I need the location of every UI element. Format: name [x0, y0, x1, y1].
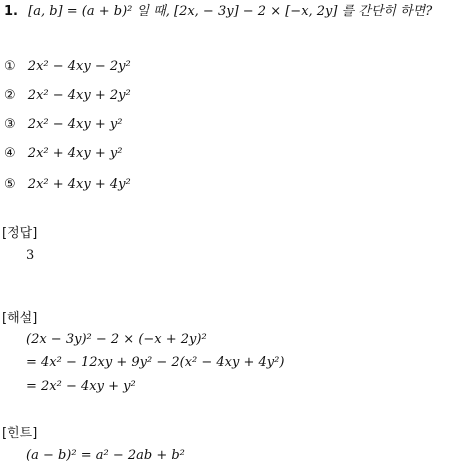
- choice-mark: ⑤: [4, 177, 16, 192]
- choice-1[interactable]: [4, 59, 131, 75]
- hint-line: (a − b)² = a² − 2ab + b²: [26, 448, 185, 463]
- solution-line-3: = 2x² − 4xy + y²: [26, 379, 136, 394]
- question-stem: [4, 4, 432, 20]
- choice-text: 2x² + 4xy + y²: [27, 146, 123, 161]
- choice-mark: ①: [4, 59, 16, 74]
- hint-label: [힌트]: [2, 426, 38, 441]
- choice-mark: ②: [4, 88, 16, 103]
- choice-mark: ③: [4, 117, 16, 132]
- choice-mark: ④: [4, 146, 16, 161]
- choice-2[interactable]: [4, 88, 131, 104]
- answer-value: 3: [26, 248, 35, 263]
- question-text: [a, b] = (a + b)² 일 때, [2x, − 3y] − 2 × [−x, 2y] 를 간단히 하면?: [28, 4, 433, 19]
- question-number: 1.: [4, 4, 18, 19]
- choice-5[interactable]: [4, 177, 131, 193]
- choice-text: 2x² − 4xy + y²: [27, 117, 123, 132]
- choice-text: 2x² − 4xy − 2y²: [27, 59, 131, 74]
- choice-text: 2x² + 4xy + 4y²: [27, 177, 131, 192]
- solution-label: [해설]: [2, 311, 38, 326]
- solution-line-2: = 4x² − 12xy + 9y² − 2(x² − 4xy + 4y²): [26, 355, 285, 370]
- choice-text: 2x² − 4xy + 2y²: [27, 88, 131, 103]
- choice-3[interactable]: [4, 117, 122, 133]
- answer-label: [정답]: [2, 226, 38, 241]
- solution-line-1: (2x − 3y)² − 2 × (−x + 2y)²: [26, 332, 207, 347]
- choice-4[interactable]: [4, 146, 122, 162]
